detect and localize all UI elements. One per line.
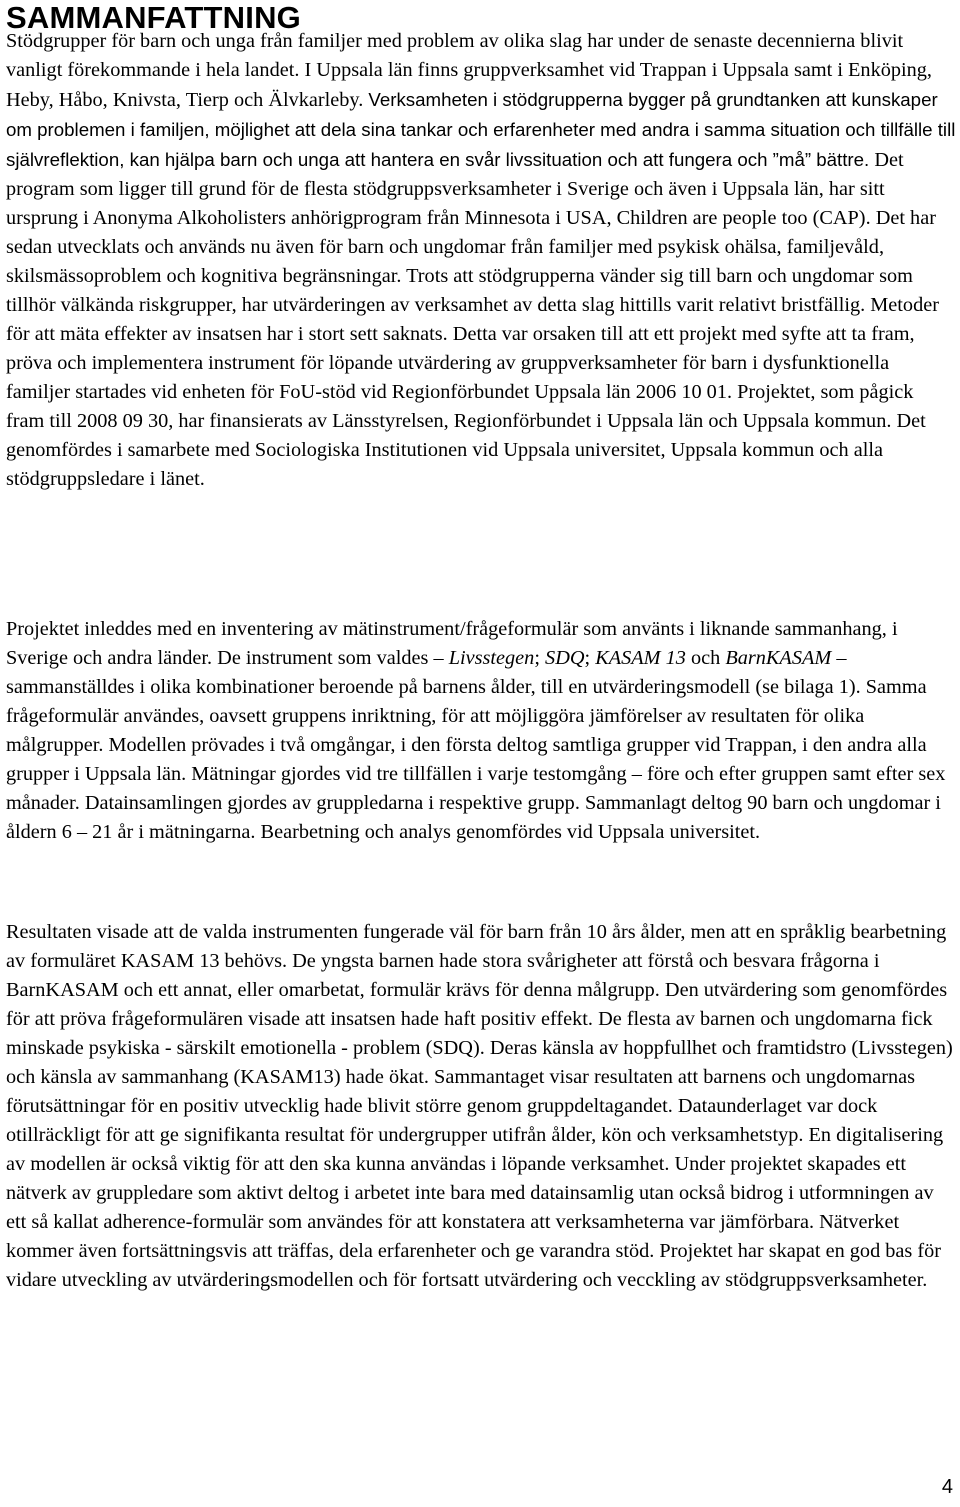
page-number: 4 — [941, 1476, 953, 1498]
instrument-livsstegen: Livsstegen — [448, 647, 535, 669]
paragraph-method — [6, 615, 956, 847]
paragraph-results: Resultaten visade att de valda instrumenten fungerade väl för barn från 10 års ålder, men att en språklig bearbetning av formuläret KASAM 13 behövs. De yngsta barnen hade stora svårigheter att förstå och besvara frågorna i BarnKASAM och ett annat, eller omarbetat, formulär krävs för denna målgrupp. Den utvärdering som genomfördes för att pröva frågeformulären visade att insatsen hade haft positiv effekt. De flesta av barnen och ungdomarna fick minskade psykiska - särskilt emotionella - problem (SDQ). Deras känsla av hoppfullhet och framtidstro (Livsstegen) och känsla av sammanhang (KASAM13) hade ökat. Sammantaget visar resultaten att barnens och ungdomarnas förutsättningar för en positiv utvecklig hade blivit större genom gruppdeltagandet. Dataunderlaget var dock otillräckligt för att ge signifikanta resultat för undergrupper utifrån ålder, kön och verksamhetstyp. En digitalisering av modellen är också viktig för att den ska kunna användas i löpande verksamhet. Under projektet skapades ett nätverk av gruppledare som aktivt deltog i arbetet inte bara med datainsamlig utan också bidrog i utformningen av ett så kallat adherence-formulär som användes för att konstatera att verksamheterna var jämförbara. Nätverket kommer även fortsättningsvis att träffas, dela erfarenheter och ge varandra stöd. Projektet har skapat en god bas för vidare utveckling av utvärderingsmodellen och för fortsatt utvärdering och vecckling av stödgruppsverksamheter. — [6, 921, 953, 1291]
separator: ; — [534, 647, 546, 669]
paragraph-intro-part-c: Det program som ligger till grund för de flesta stödgruppsverksamheter i Sverige och även i Uppsala län, har sitt ursprung i Anonyma Alkoholisters anhörigprogram från Minnesota i USA, Children are people too (CAP). Det har sedan utvecklats och används nu även för barn och ungdomar från familjer med psykisk ohälsa, familjevåld, skilsmässoproblem och kognitiva begränsningar. Trots att stödgrupperna vänder sig till barn och ungdomar som tillhör välkända riskgrupper, har utvärderingen av verksamhet av detta slag hittills varit relativt bristfällig. Metoder för att mäta effekter av insatsen har i stort sett saknats. Detta var orsaken till att ett projekt med syfte att ta fram, pröva och implementera instrument för löpande utvärdering av gruppverksamheter för barn i dysfunktionella familjer startades vid enheten för FoU-stöd vid Regionförbundet Uppsala län 2006 10 01. Projektet, som pågick fram till 2008 09 30, har finansierats av Länsstyrelsen, Regionförbundet i Uppsala län och Uppsala kommun. Det genomfördes i samarbete med Sociologiska Institutionen vid Uppsala universitet, Uppsala kommun och alla stödgruppsledare i länet. — [6, 149, 939, 490]
separator: och — [685, 647, 726, 669]
paragraph-intro-part-a: Stödgrupper för barn och unga från familjer med problem av olika slag har under de senaste decennierna blivit vanligt förekommande i hela landet. I Uppsala län finns gruppverksamhet vid Trappan i Uppsala samt i Enköping, Heby, Håbo, Knivsta, Tierp och Älvkarleby. — [6, 30, 932, 111]
section-heading: SAMMANFATTNING — [6, 0, 301, 35]
instrument-sdq: SDQ — [545, 647, 585, 669]
separator: ; — [584, 647, 591, 669]
instrument-barnkasam: BarnKASAM — [725, 647, 832, 669]
paragraph-intro-part-b: Verksamheten i stödgrupperna bygger på grundtanken att kunskaper om problemen i familjen, möjlighet att dela sina tankar och erfarenheter med andra i samma situation och tillfälle till självreflektion, kan hjälpa barn och unga att hantera en svår livssituation och att fungera och ”må” bättre. — [6, 89, 956, 170]
paragraph-intro — [6, 27, 956, 494]
paragraph-method-part-b: – sammanställdes i olika kombinationer beroende på barnens ålder, till en utvärderingsmodell (se bilaga 1). Samma frågeformulär användes, oavsett gruppens inriktning, för att möjliggöra jämförelser av resultaten för olika målgrupper. Modellen prövades i två omgångar, i den första deltog samtliga grupper vid Trappan, i den andra alla grupper i Uppsala län. Mätningar gjordes vid tre tillfällen i varje testomgång – före och efter gruppen samt efter sex månader. Datainsamlingen gjordes av gruppledarna i respektive grupp. Sammanlagt deltog 90 barn och ungdomar i åldern 6 – 21 år i mätningarna. Bearbetning och analys genomfördes vid Uppsala universitet. — [6, 647, 946, 843]
paragraph-method-part-a: Projektet inleddes med en inventering av mätinstrument/frågeformulär som använts i liknande sammanhang, i Sverige och andra länder. De instrument som valdes – — [6, 618, 898, 669]
instrument-kasam13: KASAM 13 — [595, 647, 686, 669]
